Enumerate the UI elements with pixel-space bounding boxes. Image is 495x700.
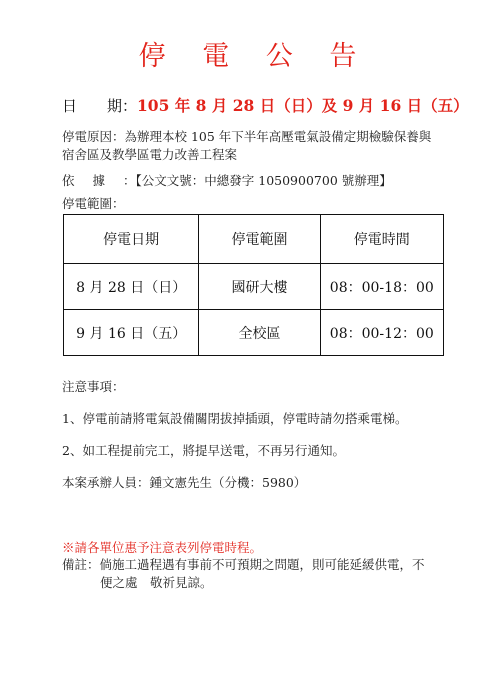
- cell-scope: 全校區: [199, 310, 320, 356]
- date-line: [62, 94, 469, 116]
- date-label: 日 期：: [62, 97, 138, 115]
- scope-label: 停電範圍：: [62, 196, 125, 211]
- header-date: 停電日期: [64, 215, 199, 264]
- notes-title: 注意事項：: [62, 379, 125, 394]
- notice-title: 停 電 公 告: [138, 41, 371, 72]
- basis-label: 依據: [62, 173, 124, 188]
- reason-line-2: 宿舍區及教學區電力改善工程案: [62, 147, 238, 162]
- basis-value: ：【公文文號：中總發字 1050900700 號辦理】: [123, 173, 392, 188]
- note-item-2: 2、如工程提前完工，將提早送電，不再另行通知。: [62, 443, 345, 458]
- reason-line-1: 停電原因：為辦理本校 105 年下半年高壓電氣設備定期檢驗保養與: [62, 129, 432, 144]
- remark-line-1: 備註：倘施工過程遇有事前不可預期之問題，則可能延緩供電，不: [62, 557, 425, 572]
- cell-scope: 國研大樓: [199, 264, 320, 310]
- remark-line-2: 便之處 敬祈見諒。: [100, 575, 213, 590]
- table-header-row: [64, 215, 444, 264]
- table-row: [64, 264, 444, 310]
- cell-date: 8 月 28 日（日）: [64, 264, 199, 310]
- table-row: [64, 310, 444, 356]
- note-item-1: 1、停電前請將電氣設備關閉拔掉插頭，停電時請勿搭乘電梯。: [62, 411, 408, 426]
- header-scope: 停電範圍: [199, 215, 320, 264]
- cell-time: 08：00-12：00: [320, 310, 443, 356]
- date-value: 105 年 8 月 28 日（日）及 9 月 16 日（五）: [137, 96, 469, 115]
- contact-line: 本案承辦人員：鍾文憲先生（分機：5980）: [62, 475, 307, 490]
- cell-date: 9 月 16 日（五）: [64, 310, 199, 356]
- header-time: 停電時間: [320, 215, 443, 264]
- cell-time: 08：00-18：00: [320, 264, 443, 310]
- reason-paragraph: [62, 128, 431, 164]
- basis-line: [62, 172, 392, 190]
- schedule-table: [63, 214, 444, 356]
- warning-line: ※請各單位惠予注意表列停電時程。: [62, 540, 263, 555]
